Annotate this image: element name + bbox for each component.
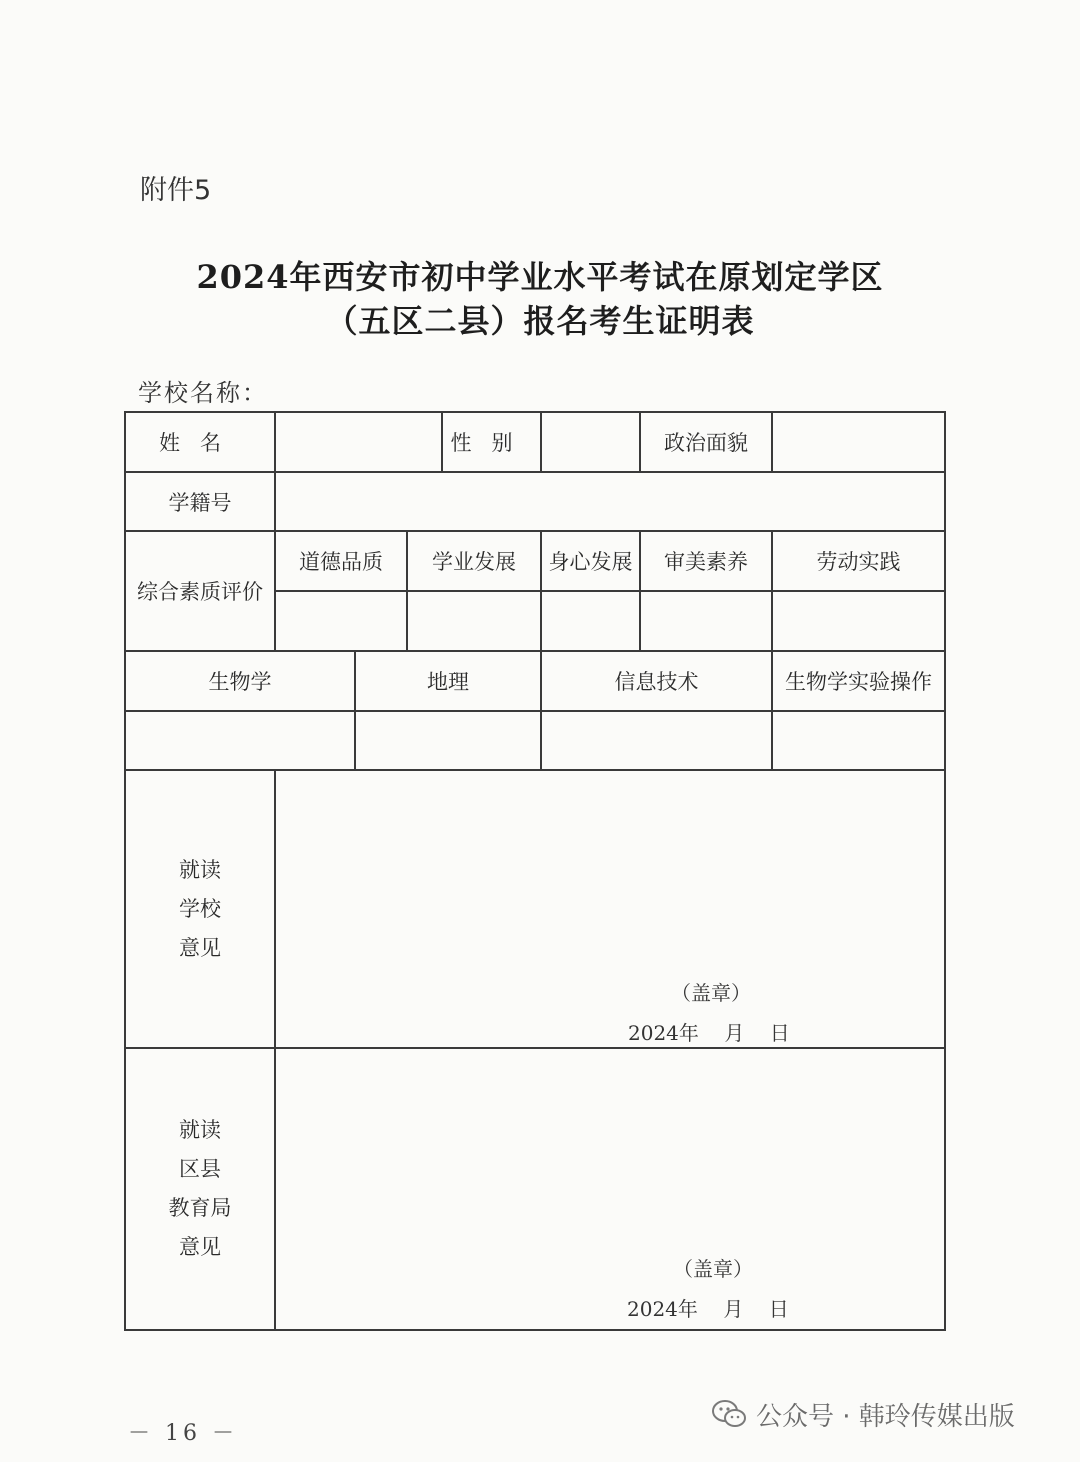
school-opinion-label-line: 就读 <box>179 857 221 882</box>
name-label: 姓名 <box>125 412 275 472</box>
school-opinion-label <box>125 770 275 1048</box>
form-title-line1: 2024年西安市初中学业水平考试在原划定学区 <box>196 258 884 296</box>
subject-header: 信息技术 <box>541 651 772 711</box>
school-stamp-text: （盖章） <box>671 981 751 1005</box>
school-name-label: 学校名称： <box>138 379 268 407</box>
student-id-label: 学籍号 <box>125 472 275 531</box>
student-id-field[interactable] <box>275 472 945 531</box>
evaluation-header: 学业发展 <box>407 531 541 591</box>
evaluation-value-field[interactable] <box>541 591 640 651</box>
evaluation-header: 身心发展 <box>541 531 640 591</box>
subject-score-field[interactable] <box>541 711 772 770</box>
district-opinion-label-line: 意见 <box>179 1235 221 1259</box>
school-opinion-label-line: 学校 <box>179 896 221 921</box>
school-opinion-label-line: 意见 <box>179 935 221 960</box>
comprehensive-evaluation-label: 综合素质评价 <box>125 531 275 651</box>
subject-header: 生物学 <box>125 651 355 711</box>
district-stamp-text: （盖章） <box>673 1257 753 1281</box>
subject-header: 生物学实验操作 <box>772 651 945 711</box>
district-opinion-label <box>125 1048 275 1330</box>
subject-score-field[interactable] <box>772 711 945 770</box>
subject-header: 地理 <box>355 651 541 711</box>
district-opinion-label-line: 区县 <box>179 1157 221 1181</box>
subject-score-field[interactable] <box>125 711 355 770</box>
attachment-label: 附件5 <box>140 175 212 206</box>
evaluation-header: 劳动实践 <box>772 531 945 591</box>
political-status-label: 政治面貌 <box>640 412 772 472</box>
school-opinion-field[interactable] <box>275 770 945 1048</box>
evaluation-value-field[interactable] <box>772 591 945 651</box>
evaluation-value-field[interactable] <box>275 591 407 651</box>
evaluation-header: 道德品质 <box>275 531 407 591</box>
district-opinion-field[interactable] <box>275 1048 945 1330</box>
evaluation-header: 审美素养 <box>640 531 772 591</box>
district-opinion-label-line: 就读 <box>179 1118 221 1142</box>
gender-label: 性别 <box>442 412 541 472</box>
evaluation-value-field[interactable] <box>640 591 772 651</box>
district-opinion-date: 2024年 月 日 <box>627 1297 789 1321</box>
name-field[interactable] <box>275 412 442 472</box>
watermark-text: 公众号 · 韩玲传媒出版 <box>756 1401 1015 1432</box>
school-opinion-date: 2024年 月 日 <box>628 1021 790 1045</box>
evaluation-value-field[interactable] <box>407 591 541 651</box>
certificate-form-table <box>124 411 946 1331</box>
gender-field[interactable] <box>541 412 640 472</box>
page-number: － 16 － <box>128 1421 238 1446</box>
political-status-field[interactable] <box>772 412 945 472</box>
form-title-line2: （五区二县）报名考生证明表 <box>325 302 755 340</box>
wechat-icon <box>712 1399 746 1429</box>
wechat-watermark <box>712 1394 1015 1434</box>
district-opinion-label-line: 教育局 <box>168 1196 232 1220</box>
subject-score-field[interactable] <box>355 711 541 770</box>
